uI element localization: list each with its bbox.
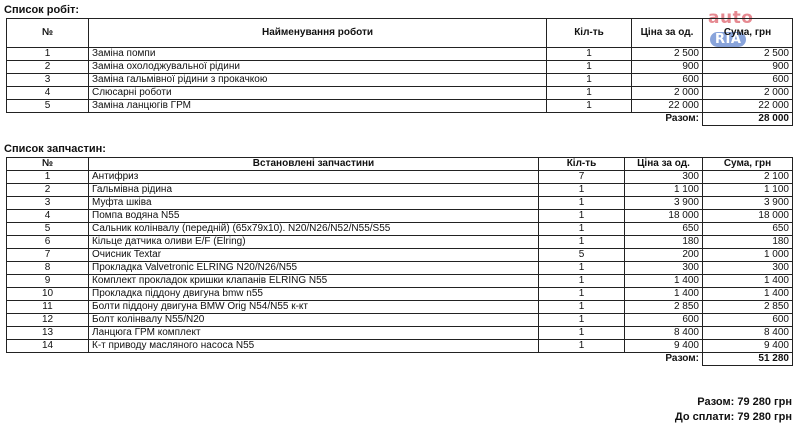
row-number: 3 (7, 197, 89, 210)
row-sum: 2 500 (703, 48, 793, 61)
row-unit-price: 1 100 (625, 184, 703, 197)
row-name: Прокладка Valvetronic ELRING N20/N26/N55 (89, 262, 539, 275)
row-unit-price: 600 (625, 314, 703, 327)
row-sum: 1 100 (703, 184, 793, 197)
works-total-label: Разом: (665, 113, 699, 125)
table-row (7, 48, 793, 61)
row-sum: 9 400 (703, 340, 793, 353)
row-unit-price: 200 (625, 249, 703, 262)
row-quantity: 1 (539, 288, 625, 301)
works-total-row (7, 113, 793, 126)
row-sum: 3 900 (703, 197, 793, 210)
table-row (7, 223, 793, 236)
row-unit-price: 650 (625, 223, 703, 236)
row-number: 1 (7, 171, 89, 184)
row-number: 8 (7, 262, 89, 275)
row-sum: 600 (703, 74, 793, 87)
row-name: Болти піддону двигуна BMW Orig N54/N55 к-кт (89, 301, 539, 314)
table-row (7, 61, 793, 74)
row-name: Ланцюга ГРМ комплект (89, 327, 539, 340)
row-number: 3 (7, 74, 89, 87)
row-number: 13 (7, 327, 89, 340)
col-unit-price: Ціна за од. (625, 158, 703, 171)
row-sum: 600 (703, 314, 793, 327)
row-name: Гальмівна рідина (89, 184, 539, 197)
col-sum: Сума, грн (703, 158, 793, 171)
row-number: 2 (7, 61, 89, 74)
col-sum: Сума, грн (703, 19, 793, 48)
row-quantity: 1 (539, 262, 625, 275)
row-unit-price: 3 900 (625, 197, 703, 210)
parts-header-row (7, 158, 793, 171)
row-quantity: 1 (539, 184, 625, 197)
row-quantity: 1 (539, 340, 625, 353)
table-row (7, 301, 793, 314)
row-unit-price: 2 500 (632, 48, 703, 61)
table-row (7, 262, 793, 275)
row-sum: 1 400 (703, 288, 793, 301)
table-row (7, 184, 793, 197)
row-unit-price: 1 400 (625, 275, 703, 288)
row-quantity: 1 (547, 87, 632, 100)
row-unit-price: 8 400 (625, 327, 703, 340)
row-name: Помпа водяна N55 (89, 210, 539, 223)
row-unit-price: 300 (625, 262, 703, 275)
works-header-row (7, 19, 793, 48)
table-row (7, 236, 793, 249)
row-unit-price: 2 000 (632, 87, 703, 100)
row-number: 11 (7, 301, 89, 314)
amount-to-pay: До сплати: 79 280 грн (674, 411, 792, 423)
row-sum: 180 (703, 236, 793, 249)
works-total-value: 28 000 (703, 113, 793, 126)
parts-total-label: Разом: (665, 353, 699, 365)
row-number: 5 (7, 100, 89, 113)
table-row (7, 340, 793, 353)
table-row (7, 197, 793, 210)
table-row (7, 249, 793, 262)
row-quantity: 1 (539, 275, 625, 288)
row-sum: 650 (703, 223, 793, 236)
row-number: 5 (7, 223, 89, 236)
table-row (7, 171, 793, 184)
row-quantity: 1 (547, 100, 632, 113)
table-row (7, 314, 793, 327)
row-unit-price: 300 (625, 171, 703, 184)
row-number: 12 (7, 314, 89, 327)
col-work-name: Найменування роботи (89, 19, 547, 48)
row-number: 1 (7, 48, 89, 61)
watermark-logo: autoRIA (708, 8, 754, 47)
row-name: Заміна помпи (89, 48, 547, 61)
col-quantity: Кіл-ть (547, 19, 632, 48)
col-part-name: Встановлені запчастини (89, 158, 539, 171)
row-unit-price: 2 850 (625, 301, 703, 314)
table-row (7, 275, 793, 288)
row-quantity: 1 (539, 223, 625, 236)
row-quantity: 1 (539, 197, 625, 210)
row-sum: 1 000 (703, 249, 793, 262)
row-quantity: 1 (539, 327, 625, 340)
parts-total-value: 51 280 (703, 353, 793, 366)
row-sum: 8 400 (703, 327, 793, 340)
row-sum: 2 100 (703, 171, 793, 184)
row-number: 6 (7, 236, 89, 249)
row-number: 7 (7, 249, 89, 262)
grand-total: Разом: 79 280 грн (697, 396, 792, 408)
row-number: 2 (7, 184, 89, 197)
row-number: 4 (7, 210, 89, 223)
table-row (7, 100, 793, 113)
row-quantity: 7 (539, 171, 625, 184)
row-name: Прокладка піддону двигуна bmw n55 (89, 288, 539, 301)
row-unit-price: 900 (632, 61, 703, 74)
row-quantity: 5 (539, 249, 625, 262)
row-unit-price: 1 400 (625, 288, 703, 301)
col-number: № (7, 158, 89, 171)
row-name: Заміна охолоджувальної рідини (89, 61, 547, 74)
row-number: 14 (7, 340, 89, 353)
row-unit-price: 22 000 (632, 100, 703, 113)
row-number: 9 (7, 275, 89, 288)
row-quantity: 1 (547, 74, 632, 87)
row-quantity: 1 (539, 301, 625, 314)
table-row (7, 74, 793, 87)
works-table (6, 18, 793, 126)
row-sum: 22 000 (703, 100, 793, 113)
row-sum: 18 000 (703, 210, 793, 223)
row-name: Очисник Textar (89, 249, 539, 262)
row-name: Комплект прокладок кришки клапанів ELRING N55 (89, 275, 539, 288)
row-sum: 2 850 (703, 301, 793, 314)
table-row (7, 210, 793, 223)
row-unit-price: 600 (632, 74, 703, 87)
col-number: № (7, 19, 89, 48)
row-quantity: 1 (539, 236, 625, 249)
row-sum: 900 (703, 61, 793, 74)
parts-table (6, 157, 793, 366)
row-sum: 1 400 (703, 275, 793, 288)
row-name: К-т приводу масляного насоса N55 (89, 340, 539, 353)
row-quantity: 1 (547, 48, 632, 61)
row-name: Сальник колінвалу (передній) (65x79x10). N20/N26/N52/N55/S55 (89, 223, 539, 236)
parts-total-row (7, 353, 793, 366)
table-row (7, 288, 793, 301)
row-name: Заміна ланцюгів ГРМ (89, 100, 547, 113)
row-quantity: 1 (539, 314, 625, 327)
row-number: 4 (7, 87, 89, 100)
col-unit-price: Ціна за од. (632, 19, 703, 48)
row-quantity: 1 (547, 61, 632, 74)
row-name: Заміна гальмівної рідини з прокачкою (89, 74, 547, 87)
works-section-title: Список робіт: (4, 4, 80, 16)
table-row (7, 87, 793, 100)
col-quantity: Кіл-ть (539, 158, 625, 171)
row-sum: 300 (703, 262, 793, 275)
row-number: 10 (7, 288, 89, 301)
parts-section-title: Список запчастин: (4, 143, 106, 155)
row-name: Кільце датчика оливи E/F (Elring) (89, 236, 539, 249)
row-name: Слюсарні роботи (89, 87, 547, 100)
row-unit-price: 9 400 (625, 340, 703, 353)
row-unit-price: 18 000 (625, 210, 703, 223)
row-name: Антифриз (89, 171, 539, 184)
row-quantity: 1 (539, 210, 625, 223)
row-name: Муфта шківа (89, 197, 539, 210)
row-name: Болт колінвалу N55/N20 (89, 314, 539, 327)
row-sum: 2 000 (703, 87, 793, 100)
row-unit-price: 180 (625, 236, 703, 249)
table-row (7, 327, 793, 340)
